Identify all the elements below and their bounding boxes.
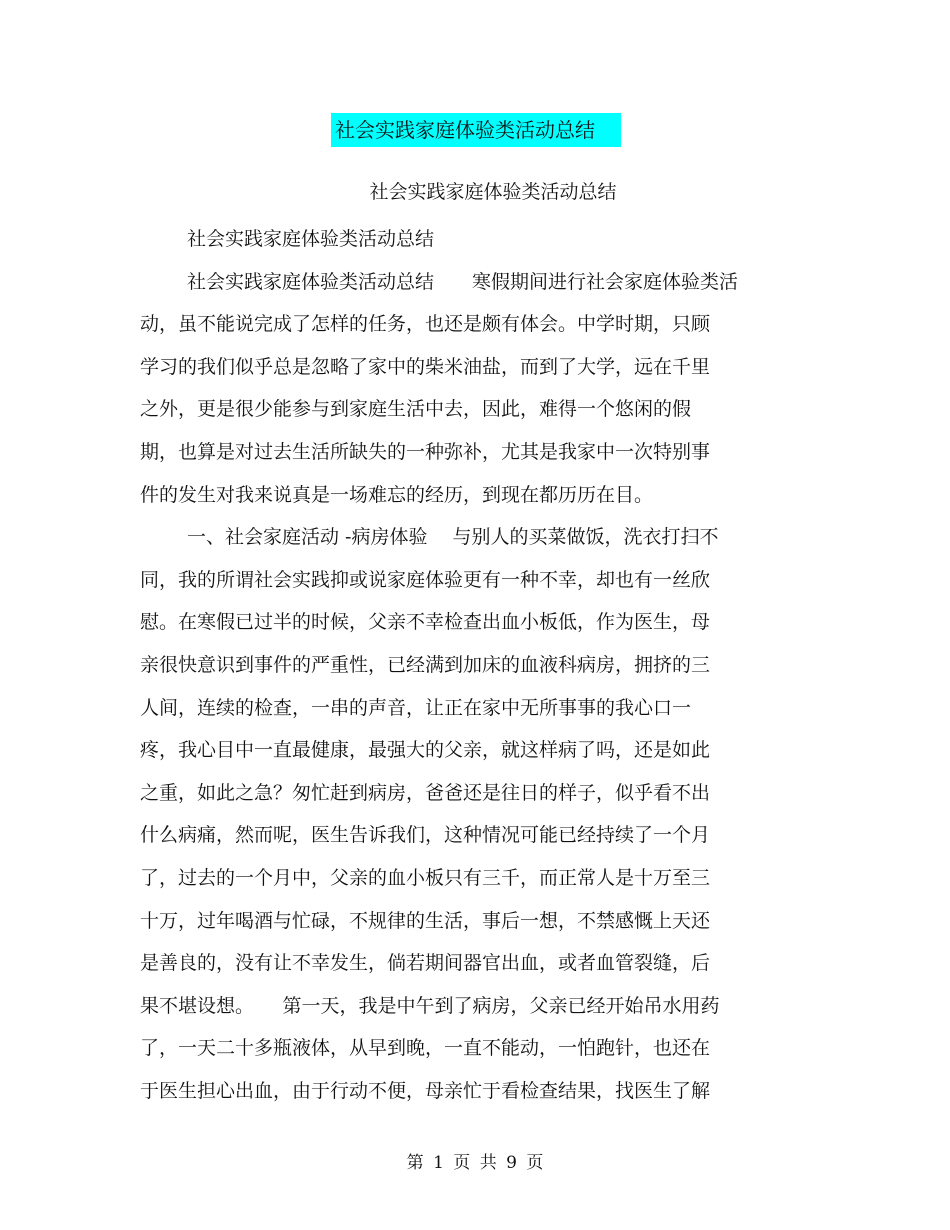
text-line: 社会实践家庭体验类活动总结 寒假期间进行社会家庭体验类活 — [187, 270, 739, 293]
text-line: 之重，如此之急？匆忙赶到病房，爸爸还是往日的样子，似乎看不出 — [140, 781, 711, 804]
text-line: 动，虽不能说完成了怎样的任务，也还是颇有体会。中学时期，只顾 — [140, 313, 711, 336]
page-title: 社会实践家庭体验类活动总结 — [331, 113, 621, 147]
text-line: 了，过去的一个月中，父亲的血小板只有三千，而正常人是十万至三 — [140, 866, 711, 889]
text-line: 之外，更是很少能参与到家庭生活中去，因此，难得一个悠闲的假 — [140, 398, 692, 421]
text-line: 期，也算是对过去生活所缺失的一种弥补，尤其是我家中一次特别事 — [140, 440, 711, 463]
page-number-footer: 第 1 页 共 9 页 — [406, 1153, 544, 1173]
text-line: 件的发生对我来说真是一场难忘的经历，到现在都历历在目。 — [140, 483, 654, 506]
text-line: 疼，我心目中一直最健康，最强大的父亲，就这样病了吗，还是如此 — [140, 739, 711, 762]
text-line: 了，一天二十多瓶液体，从早到晚，一直不能动，一怕跑针，也还在 — [140, 1037, 711, 1060]
text-line: 是善良的，没有让不幸发生，倘若期间器官出血，或者血管裂缝，后 — [140, 952, 711, 975]
text-line: 社会实践家庭体验类活动总结 — [187, 228, 435, 250]
text-line: 果不堪设想。 第一天，我是中午到了病房，父亲已经开始吊水用药 — [140, 994, 720, 1017]
text-line: 一、社会家庭活动 -病房体验 与别人的买菜做饭，洗衣打扫不 — [187, 526, 719, 549]
title-wrap — [0, 113, 950, 147]
text-line: 什么病痛，然而呢，医生告诉我们，这种情况可能已经持续了一个月 — [140, 824, 711, 847]
text-line: 学习的我们似乎总是忽略了家中的柴米油盐，而到了大学，远在千里 — [140, 355, 711, 378]
text-line: 慰。在寒假已过半的时候，父亲不幸检查出血小板低，作为医生，母 — [140, 611, 711, 634]
body-text — [140, 218, 780, 1112]
text-line: 十万，过年喝酒与忙碌，不规律的生活，事后一想，不禁感慨上天还 — [140, 909, 711, 932]
text-line: 亲很快意识到事件的严重性，已经满到加床的血液科病房，拥挤的三 — [140, 653, 711, 676]
document-subtitle: 社会实践家庭体验类活动总结 — [369, 181, 617, 203]
text-line: 于医生担心出血，由于行动不便，母亲忙于看检查结果，找医生了解 — [140, 1079, 711, 1102]
text-line: 人间，连续的检查，一串的声音，让正在家中无所事事的我心口一 — [140, 696, 692, 719]
text-line: 同，我的所谓社会实践抑或说家庭体验更有一种不幸，却也有一丝欣 — [140, 568, 711, 591]
